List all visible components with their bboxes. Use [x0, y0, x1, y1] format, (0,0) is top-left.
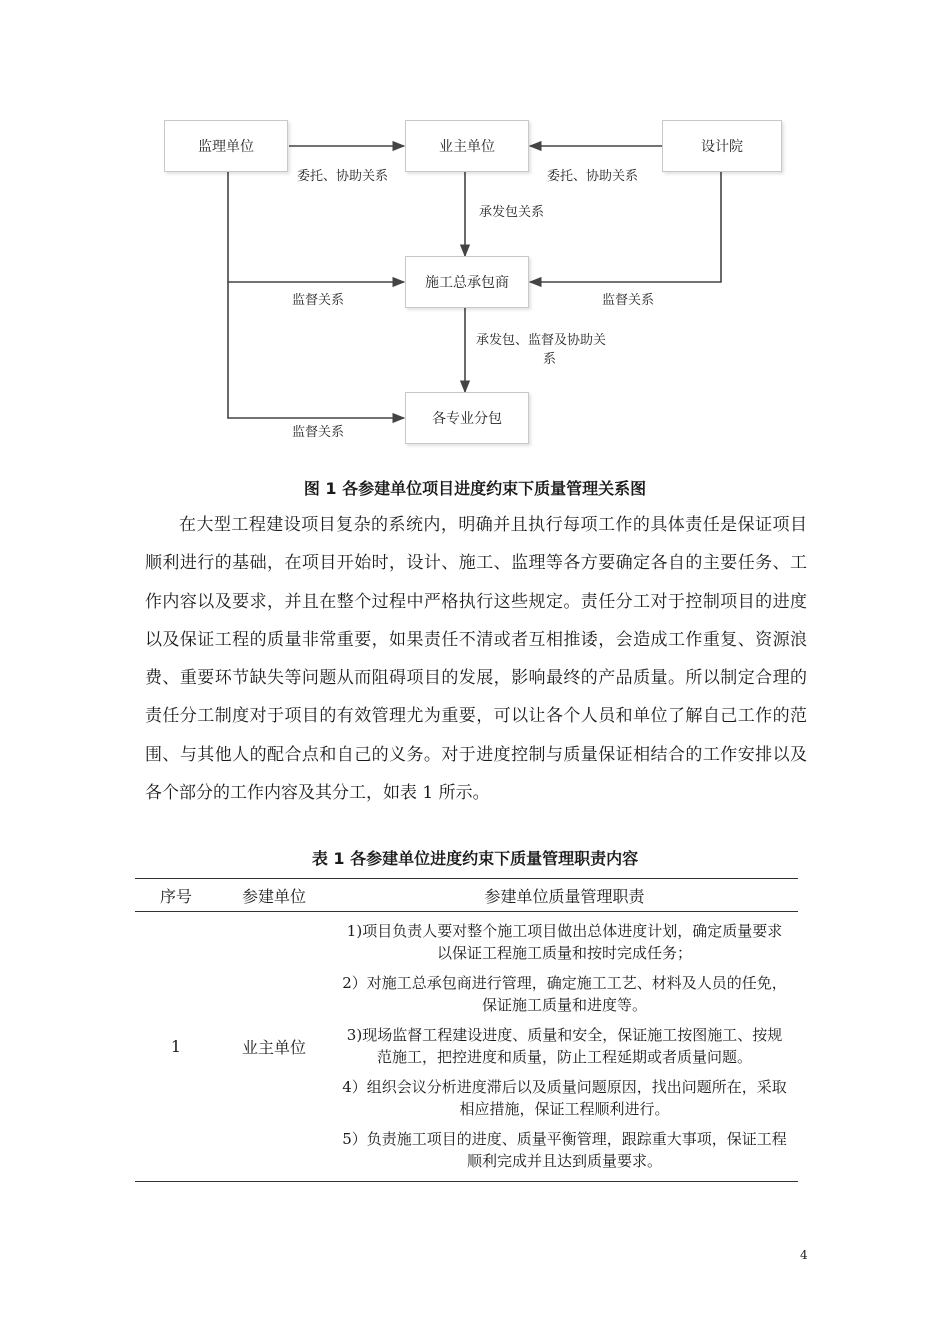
edge-label-supervise-bottom: 监督关系: [292, 425, 345, 440]
arrow-sheji-to-shigong: [530, 172, 721, 282]
duty-item: 1)项目负责人要对整个施工项目做出总体进度计划，确定质量要求以保证工程施工质量和按时完成任务；: [346, 922, 783, 962]
header-no: 序号: [135, 879, 217, 912]
table-header-row: [135, 879, 798, 912]
duty-item: 2）对施工总承包商进行管理，确定施工工艺、材料及人员的任免，保证施工质量和进度等。: [342, 974, 787, 1014]
edge-label-contract: 承发包关系: [479, 205, 545, 220]
node-sheji: 设计院: [662, 120, 782, 172]
edge-label-entrust-right: 委托、协助关系: [547, 169, 639, 184]
header-unit: 参建单位: [217, 879, 331, 912]
cell-no: 1: [135, 912, 217, 1182]
node-shigong: 施工总承包商: [405, 256, 529, 308]
page-number: 4: [800, 1248, 808, 1262]
relationship-diagram: [0, 0, 950, 470]
table-row: [135, 912, 798, 1182]
edge-label-supervise-right: 监督关系: [602, 293, 655, 308]
edge-label-entrust-left: 委托、协助关系: [297, 169, 389, 184]
duty-table: [135, 878, 798, 1182]
figure-caption: 图 1 各参建单位项目进度约束下质量管理关系图: [303, 479, 647, 498]
cell-duties: [331, 912, 798, 1182]
edge-label-supervise-left: 监督关系: [292, 293, 345, 308]
body-paragraph: 在大型工程建设项目复杂的系统内，明确并且执行每项工作的具体责任是保证项目顺利进行的基础，在项目开始时，设计、施工、监理等各方要确定各自的主要任务、工作内容以及要求，并且在整个过程中严格执行这些规定。责任分工对于控制项目的进度以及保证工程的质量非常重要，如果责任不清或者互相推诿，会造成工作重复、资源浪费、重要环节缺失等问题从而阻碍项目的发展，影响最终的产品质量。所以制定合理的责任分工制度对于项目的有效管理尤为重要，可以让各个人员和单位了解自己工作的范围、与其他人的配合点和自己的义务。对于进度控制与质量保证相结合的工作安排以及各个部分的工作内容及其分工，如表 1 所示。: [145, 515, 807, 804]
node-fenbao: 各专业分包: [405, 392, 529, 444]
edge-label-contract-supervise-line2: 系: [543, 352, 557, 367]
edge-label-contract-supervise-line1: 承发包、监督及协助关: [476, 333, 607, 348]
duty-item: 5）负责施工项目的进度、质量平衡管理，跟踪重大事项，保证工程顺利完成并且达到质量要求。: [342, 1130, 787, 1170]
duty-item: 3)现场监督工程建设进度、质量和安全，保证施工按图施工、按规范施工，把控进度和质量，防止工程延期或者质量问题。: [346, 1026, 783, 1066]
node-jianli: 监理单位: [164, 120, 288, 172]
header-duties: 参建单位质量管理职责: [331, 879, 798, 912]
arrow-jianli-to-shigong: [228, 172, 404, 282]
table-caption: 表 1 各参建单位进度约束下质量管理职责内容: [311, 849, 639, 868]
cell-unit: 业主单位: [217, 912, 331, 1182]
duty-item: 4）组织会议分析进度滞后以及质量问题原因，找出问题所在，采取相应措施，保证工程顺利进行。: [342, 1078, 787, 1118]
node-yezhu: 业主单位: [405, 120, 529, 172]
